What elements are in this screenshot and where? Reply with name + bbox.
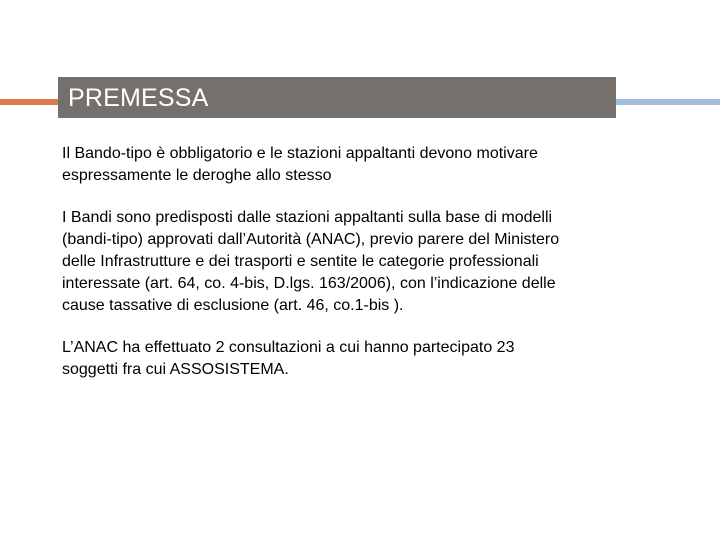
- paragraph-consultazioni: L’ANAC ha effettuato 2 consultazioni a cui hanno partecipato 23 soggetti fra cui ASSOSISTEMA.: [62, 339, 515, 378]
- paragraph-bandi-predisposti: I Bandi sono predisposti dalle stazioni appaltanti sulla base di modelli (bandi-tipo) approvati dall’Autorità (ANAC), previo parere del Ministero delle Infrastrutture e dei trasporti e sentite le categorie professionali interessate (art. 64, co. 4-bis, D.lgs. 163/2006), con l’indicazione delle cause tassative di esclusione (art. 46, co.1-bis ).: [62, 209, 560, 314]
- paragraph-bando-tipo: Il Bando-tipo è obbligatorio e le stazioni appaltanti devono motivare espressamente le deroghe allo stesso: [62, 145, 538, 184]
- slide-body: [62, 143, 632, 401]
- title-bar: [58, 77, 616, 118]
- slide-title: PREMESSA: [68, 84, 209, 112]
- accent-bar-left: [0, 99, 58, 105]
- accent-bar-right: [616, 99, 720, 105]
